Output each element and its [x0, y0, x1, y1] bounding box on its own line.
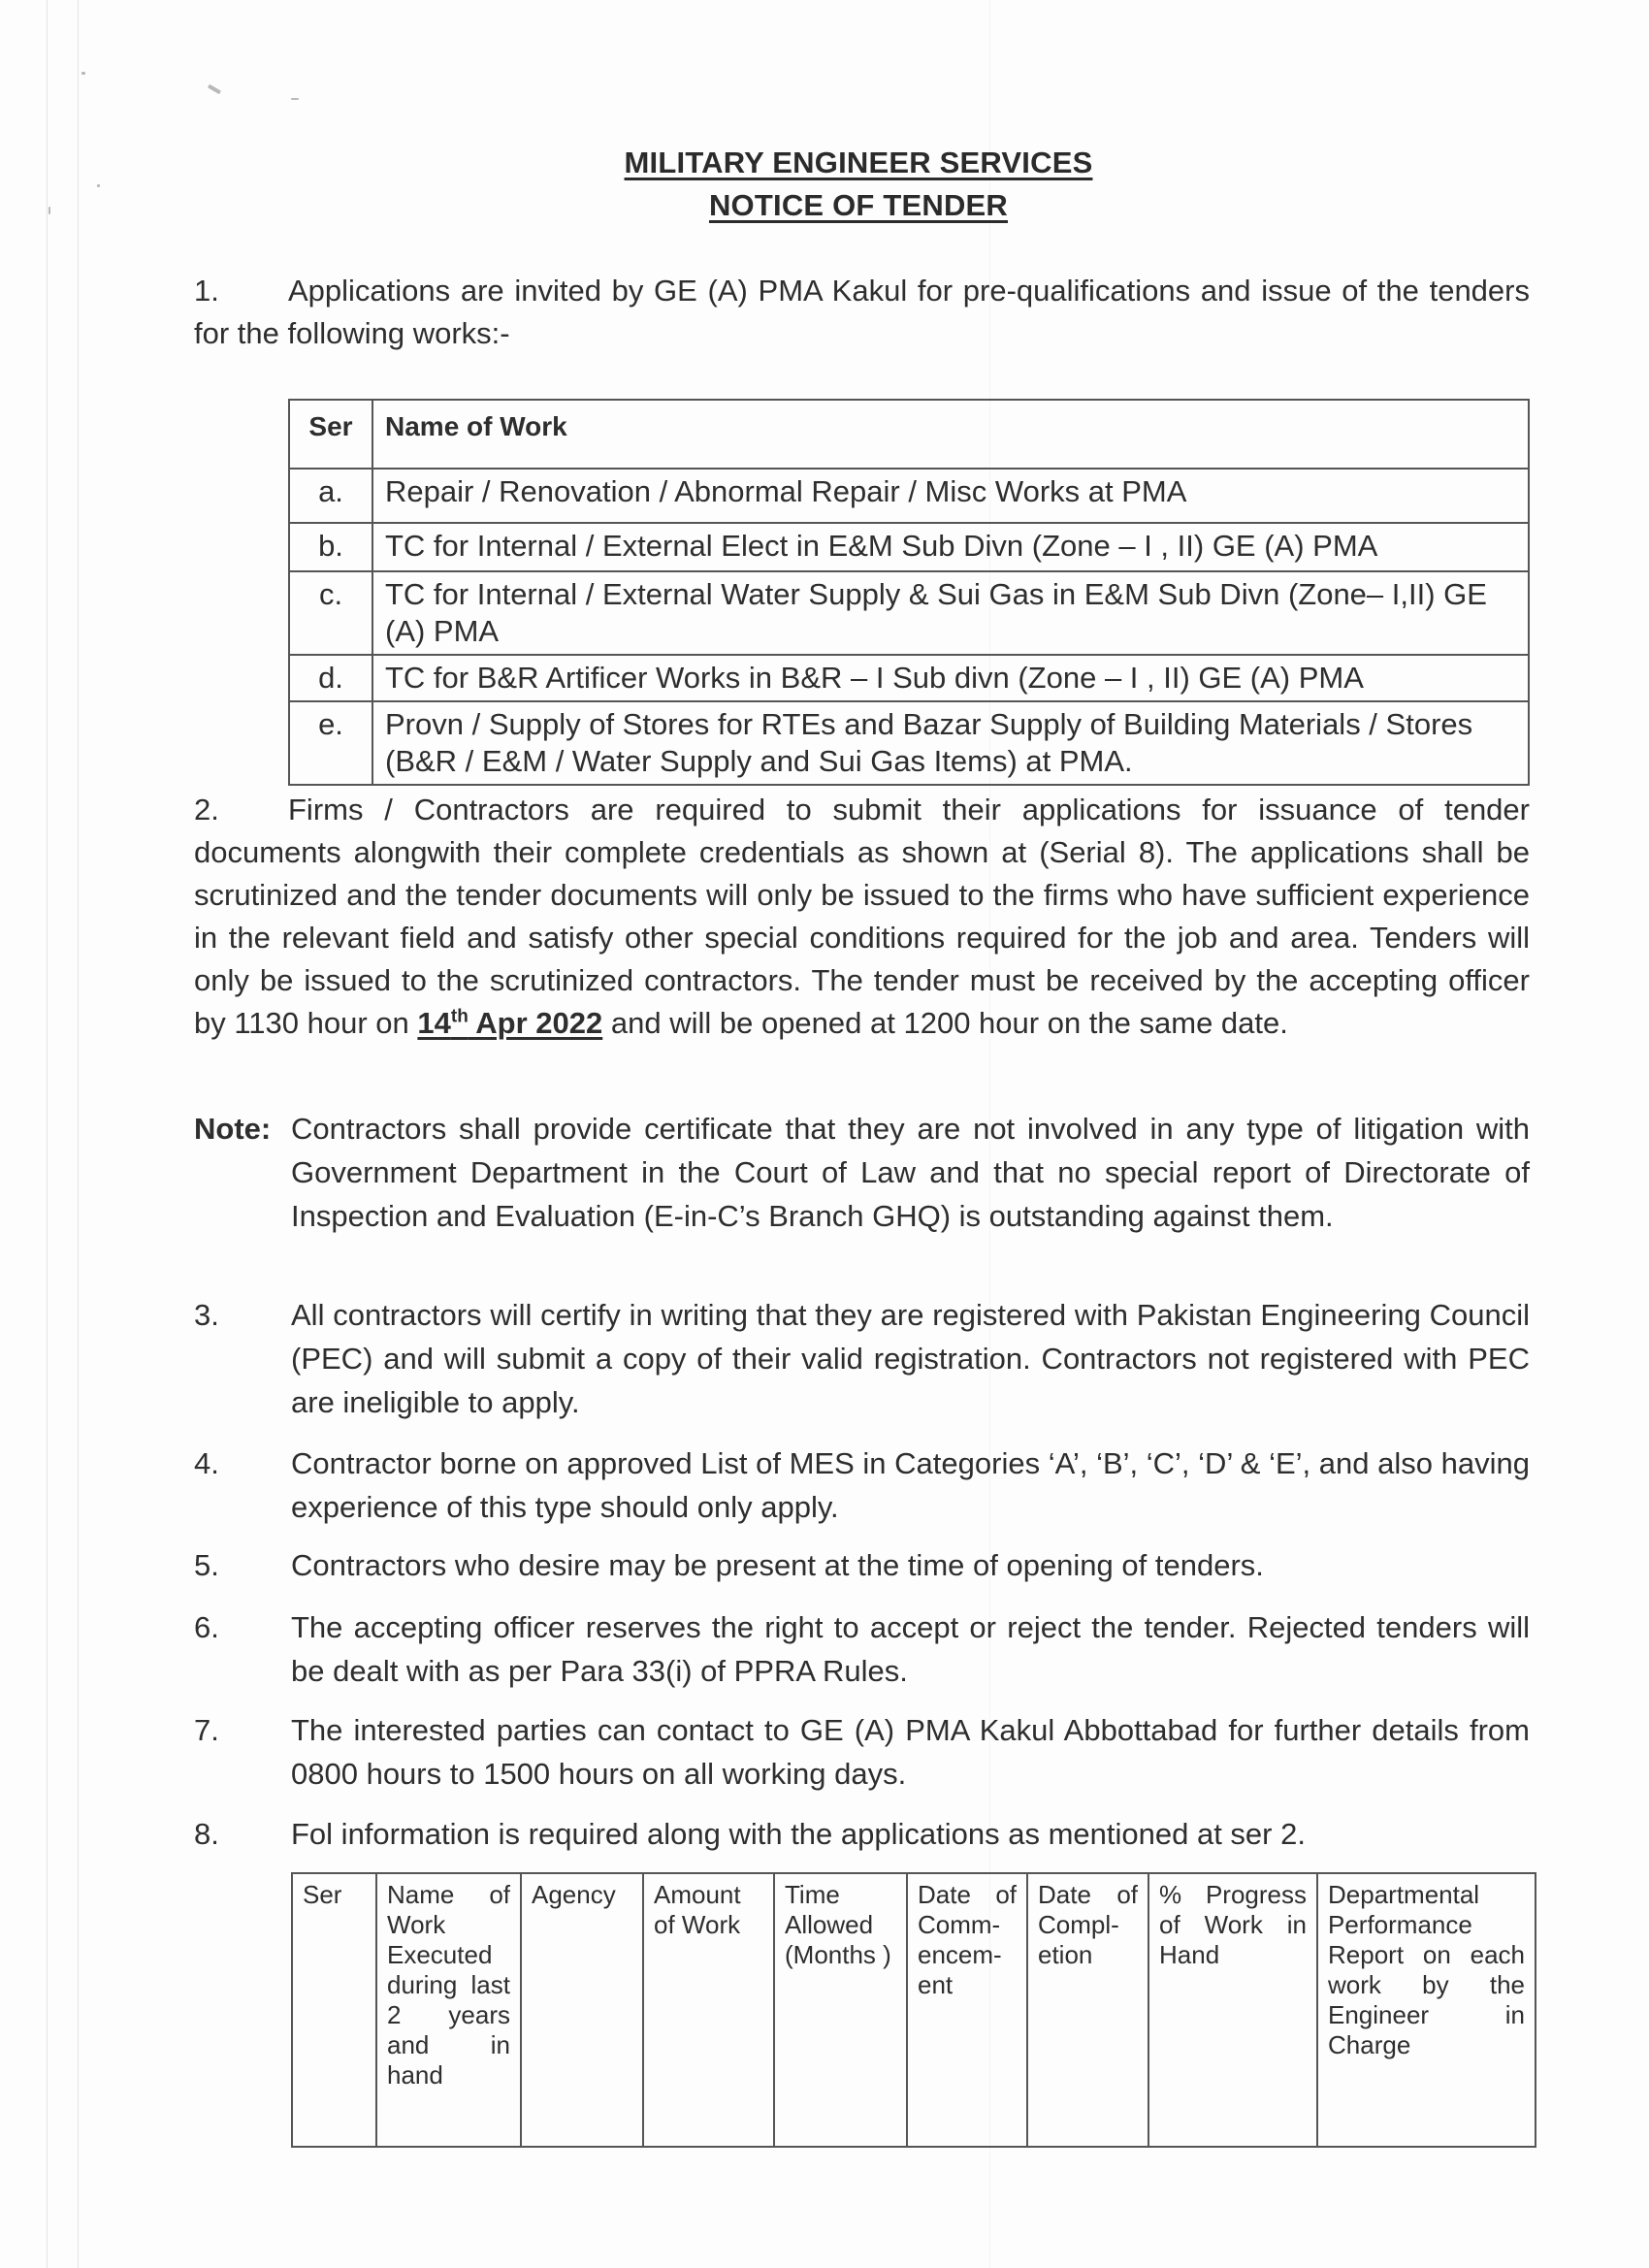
works-table	[288, 399, 1530, 786]
paragraph-number: 4.	[194, 1446, 219, 1480]
column-header-performance-report: Departmental Performance Report on each work by the Engineer in Charge	[1317, 1873, 1536, 2147]
paragraph-text: The accepting officer reserves the right to accept or reject the tender. Rejected tenders will be dealt with as per Para 33(i) of PPRA Rules.	[291, 1610, 1530, 1688]
table-row	[289, 469, 1529, 523]
paragraph-number: 2.	[194, 793, 219, 826]
table-row	[289, 523, 1529, 571]
table-row	[289, 655, 1529, 701]
column-header-commencement: Date of Comm-encem-ent	[907, 1873, 1027, 2147]
paragraph-8	[194, 1812, 1530, 1856]
tender-deadline-date	[417, 1006, 602, 1040]
note-label: Note:	[194, 1112, 272, 1146]
scan-artifact-line	[78, 0, 79, 2268]
scan-speck	[81, 72, 85, 75]
paragraph-text: All contractors will certify in writing that they are registered with Pakistan Engineering Council (PEC) and will submit a copy of their valid registration. Contractors not registered with PEC are ineligible to apply.	[291, 1298, 1530, 1419]
credentials-table	[291, 1872, 1536, 2148]
cell-ser: b.	[289, 523, 372, 571]
column-header-agency: Agency	[521, 1873, 643, 2147]
cell-ser: c.	[289, 571, 372, 655]
paragraph-number: 6.	[194, 1610, 219, 1644]
column-header-name-of-work: Name of Work Executed during last 2 years and in hand	[376, 1873, 521, 2147]
paragraph-4	[194, 1442, 1530, 1529]
document-subtitle: NOTICE OF TENDER	[708, 188, 1009, 222]
scan-speck	[97, 184, 100, 187]
paragraph-7	[194, 1708, 1530, 1796]
cell-name-of-work: Provn / Supply of Stores for RTEs and Bazar Supply of Building Materials / Stores (B&R / E&M / Water Supply and Sui Gas Items) at PMA.	[372, 701, 1529, 785]
paragraph-text: Firms / Contractors are required to submit their applications for issuance of tender documents alongwith their complete credentials as shown at (Serial 8). The applications shall be scrutinized and the tender documents will only be issued to the firms who have sufficient experience in the relevant field and satisfy other special conditions required for the job and area. Tenders will only be issued to the scrutinized contractors. The tender must be received by the accepting officer by 1130 hour on	[194, 793, 1530, 1040]
paragraph-6	[194, 1605, 1530, 1693]
column-header-completion: Date of Compl-etion	[1027, 1873, 1148, 2147]
table-header-row	[289, 400, 1529, 469]
column-header-ser: Ser	[289, 400, 372, 469]
scan-speck	[208, 84, 221, 94]
paragraph-5	[194, 1543, 1530, 1587]
paragraph-number: 1.	[194, 274, 219, 308]
paragraph-text-end: and will be opened at 1200 hour on the same date.	[602, 1006, 1288, 1040]
cell-name-of-work: TC for Internal / External Elect in E&M Sub Divn (Zone – I , II) GE (A) PMA	[372, 523, 1529, 571]
paragraph-text: The interested parties can contact to GE (A) PMA Kakul Abbottabad for further details from 0800 hours to 1500 hours on all working days.	[291, 1713, 1530, 1791]
paragraph-text: Contractor borne on approved List of MES in Categories ‘A’, ‘B’, ‘C’, ‘D’ & ‘E’, and also having experience of this type should only apply.	[291, 1446, 1530, 1524]
paragraph-number: 5.	[194, 1548, 219, 1582]
paragraph-3	[194, 1293, 1530, 1424]
note-text: Contractors shall provide certificate that they are not involved in any type of litigation with Government Department in the Court of Law and that no special report of Directorate of Inspection and Evaluation (E-in-C’s Branch GHQ) is outstanding against them.	[291, 1112, 1530, 1233]
table-header-row	[292, 1873, 1536, 2147]
table-row	[289, 701, 1529, 785]
cell-ser: a.	[289, 469, 372, 523]
cell-ser: d.	[289, 655, 372, 701]
date-month-year: Apr 2022	[468, 1006, 603, 1040]
column-header-ser: Ser	[292, 1873, 376, 2147]
paragraph-text: Applications are invited by GE (A) PMA Kakul for pre-qualifications and issue of the tenders for the following works:-	[194, 274, 1530, 350]
column-header-time-allowed: Time Allowed (Months )	[774, 1873, 907, 2147]
paragraph-text: Contractors who desire may be present at the time of opening of tenders.	[291, 1548, 1264, 1582]
column-header-progress: % Progress of Work in Hand	[1148, 1873, 1317, 2147]
scan-speck	[291, 98, 299, 100]
scan-artifact-line	[47, 0, 48, 2268]
date-day: 14	[417, 1006, 451, 1040]
paragraph-2	[194, 789, 1530, 1045]
paragraph-text: Fol information is required along with the applications as mentioned at ser 2.	[291, 1817, 1306, 1851]
note-paragraph	[194, 1107, 1530, 1238]
paragraph-number: 7.	[194, 1713, 219, 1747]
column-header-name-of-work: Name of Work	[372, 400, 1529, 469]
document-title: MILITARY ENGINEER SERVICES	[624, 146, 1093, 179]
paragraph-number: 8.	[194, 1817, 219, 1851]
cell-name-of-work: TC for Internal / External Water Supply & Sui Gas in E&M Sub Divn (Zone– I,II) GE (A) PMA	[372, 571, 1529, 655]
cell-name-of-work: TC for B&R Artificer Works in B&R – I Sub divn (Zone – I , II) GE (A) PMA	[372, 655, 1529, 701]
paragraph-1	[194, 270, 1530, 355]
column-header-amount: Amount of Work	[643, 1873, 774, 2147]
paragraph-number: 3.	[194, 1298, 219, 1332]
cell-ser: e.	[289, 701, 372, 785]
cell-name-of-work: Repair / Renovation / Abnormal Repair / Misc Works at PMA	[372, 469, 1529, 523]
date-suffix: th	[450, 1006, 469, 1027]
table-row	[289, 571, 1529, 655]
